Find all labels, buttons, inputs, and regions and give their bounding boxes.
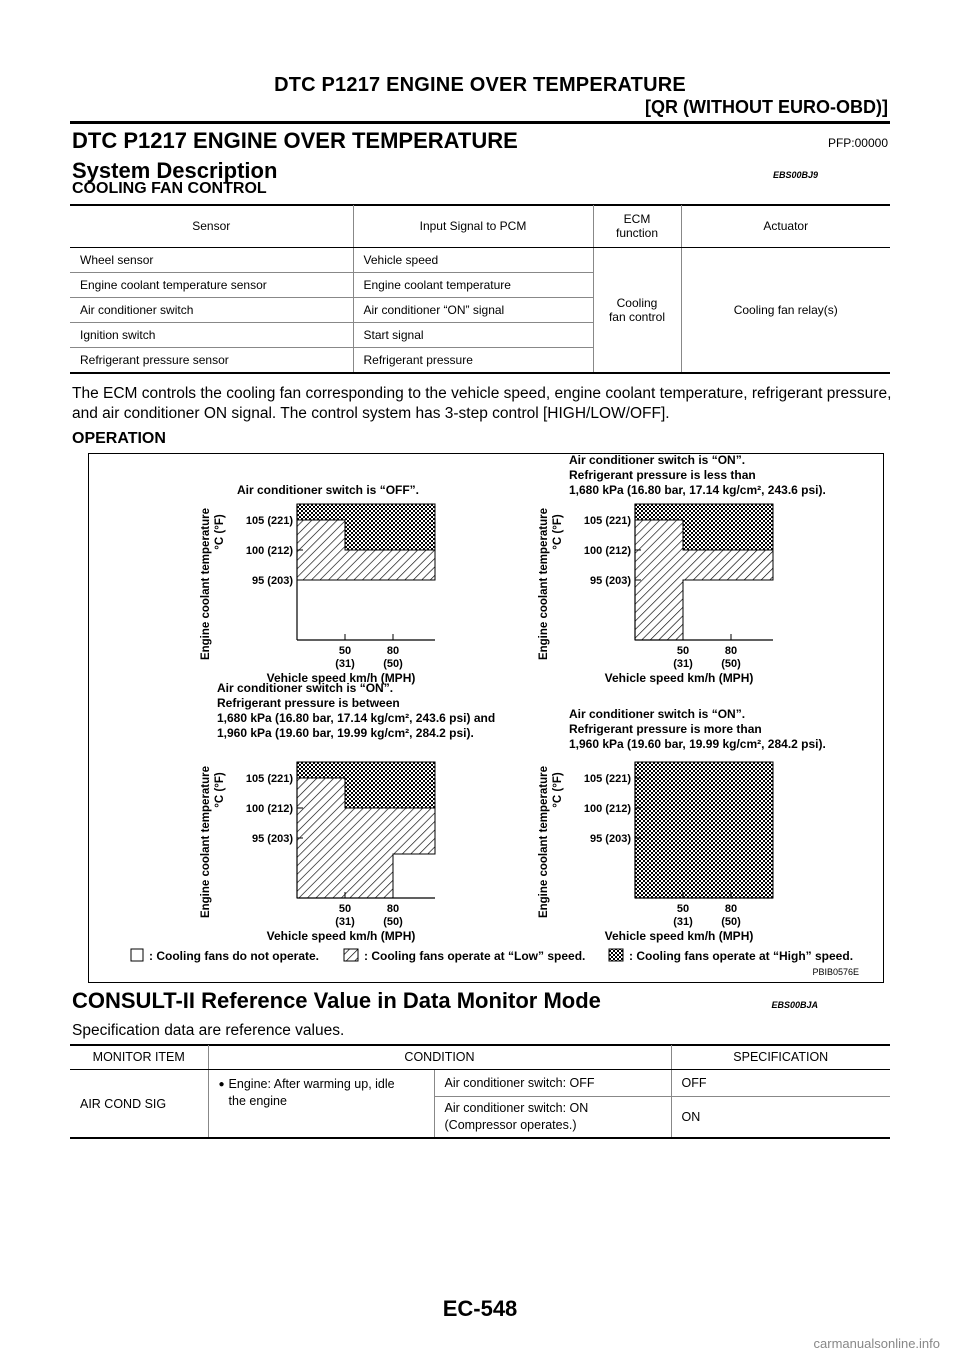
legend-text-high: : Cooling fans operate at “High” speed. [629,949,854,963]
consult-title: CONSULT-II Reference Value in Data Monitor Mode [72,988,601,1013]
section-code: PFP:00000 [827,136,888,150]
monitor-item-cell: AIR COND SIG [70,1070,208,1139]
y-axis-label: Engine coolant temperature [200,507,212,661]
panel-caption-line: Air conditioner switch is “ON”. [217,681,394,695]
y-tick-label: 95 (203) [252,833,293,845]
description-paragraph: The ECM controls the cooling fan corresponding to the vehicle speed, engine coolant temperature, refrigerant pressure, and air conditioner ON signal. The control system has 3-step control [HIGH/LOW/OFF]. [72,385,892,422]
y-tick-label: 95 (203) [252,575,293,587]
panel-caption-line: Refrigerant pressure is more than [569,722,762,736]
ecm-function-line: fan control [608,310,666,324]
actuator-cell: Cooling fan relay(s) [681,248,890,374]
page-number: EC-548 [442,1296,518,1321]
ecm-function-cell [593,248,681,374]
y-tick-label: 100 (212) [245,803,293,815]
table-header: Input Signal to PCM [353,205,593,248]
operation-diagram [89,454,883,982]
panel-caption-line: 1,960 kPa (19.60 bar, 19.99 kg/cm², 284.2 psi). [217,726,474,740]
x-tick-label: 50 [338,903,352,915]
legend-swatch-off [131,949,143,961]
table-row [70,1070,890,1097]
section-title: DTC P1217 ENGINE OVER TEMPERATURE [72,128,518,153]
panel-caption-line: 1,680 kPa (16.80 bar, 17.14 kg/cm², 243.6 psi) and [217,711,496,725]
x-axis-label: Vehicle speed km/h (MPH) [604,929,754,943]
x-tick-label: (31) [673,916,693,928]
sub-condition-cell [434,1097,671,1139]
y-tick-label: 100 (212) [583,545,631,557]
table-header: Actuator [681,205,890,248]
operation-heading: OPERATION [72,430,166,447]
page-header-subtitle: [QR (WITHOUT EURO-OBD)] [645,97,888,117]
bullet-icon: ● [218,1079,225,1090]
operation-figure [88,453,884,983]
y-tick-label: 100 (212) [583,803,631,815]
page-header-title: DTC P1217 ENGINE OVER TEMPERATURE [274,74,686,96]
consult-code: EBS00BJA [771,1000,818,1010]
signal-cell: Refrigerant pressure [353,348,593,374]
cooling-fan-control-heading: COOLING FAN CONTROL [72,180,267,197]
panel-caption-line: Air conditioner switch is “ON”. [569,707,746,721]
condition-cell [208,1070,434,1139]
figure-legend [131,949,853,963]
x-tick-label: 80 [724,903,738,915]
x-tick-label: (50) [721,658,741,670]
cooling-fan-table [70,205,890,374]
y-tick-label: 95 (203) [590,575,631,587]
sub-condition-cell: Air conditioner switch: OFF [434,1070,671,1097]
y-axis-unit: °C (°F) [214,514,226,550]
spec-cell: OFF [671,1070,890,1097]
table-header [593,205,681,248]
panel-caption-line: 1,680 kPa (16.80 bar, 17.14 kg/cm², 243.6 psi). [569,483,826,497]
legend-swatch-low [344,949,358,961]
table-header: Sensor [70,205,353,248]
x-axis-label: Vehicle speed km/h (MPH) [266,929,416,943]
table-header: CONDITION [208,1045,671,1070]
legend-text-low: : Cooling fans operate at “Low” speed. [364,949,586,963]
condition-line: (Compressor operates.) [444,1118,577,1132]
x-tick-label: 80 [386,903,400,915]
system-description-code: EBS00BJ9 [772,170,818,180]
signal-cell: Start signal [353,323,593,348]
legend-text-off: : Cooling fans do not operate. [149,949,319,963]
y-tick-label: 105 (221) [583,773,631,785]
sensor-cell: Engine coolant temperature sensor [70,273,353,298]
signal-cell: Air conditioner “ON” signal [353,298,593,323]
y-axis-unit: °C (°F) [214,772,226,808]
table-header: MONITOR ITEM [70,1045,208,1070]
signal-cell: Vehicle speed [353,248,593,273]
x-tick-label: (31) [335,658,355,670]
y-tick-label: 100 (212) [245,545,293,557]
consult-heading [72,988,890,1014]
system-description-title: System Description [72,158,278,183]
condition-line: the engine [228,1094,287,1108]
x-tick-label: (31) [335,916,355,928]
y-axis-unit: °C (°F) [552,514,564,550]
x-tick-label: 50 [676,903,690,915]
ecm-header-line: function [615,226,659,240]
y-axis-unit: °C (°F) [552,772,564,808]
figure-code: PBIB0576E [812,967,859,977]
table-header-row [70,205,890,248]
y-tick-label: 105 (221) [245,515,293,527]
x-axis-label: Vehicle speed km/h (MPH) [604,671,754,685]
panel-caption-line: Refrigerant pressure is between [217,696,400,710]
x-tick-label: 80 [724,645,738,657]
panel-caption-line: Refrigerant pressure is less than [569,468,756,482]
x-axis-label: Vehicle speed km/h (MPH) [266,671,416,685]
y-tick-label: 105 (221) [245,773,293,785]
panel-caption-line: Air conditioner switch is “OFF”. [237,483,420,497]
consult-note: Specification data are reference values. [72,1022,345,1039]
y-tick-label: 105 (221) [583,515,631,527]
sensor-cell: Air conditioner switch [70,298,353,323]
x-tick-label: 50 [676,645,690,657]
x-tick-label: (50) [383,916,403,928]
panel-caption-line: Air conditioner switch is “ON”. [569,454,746,467]
panel-caption-line: 1,960 kPa (19.60 bar, 19.99 kg/cm², 284.2 psi). [569,737,826,751]
sensor-cell: Refrigerant pressure sensor [70,348,353,374]
fan-region [635,762,773,898]
y-axis-label: Engine coolant temperature [538,507,550,661]
consult-table [70,1045,890,1139]
y-axis-label: Engine coolant temperature [538,765,550,919]
condition-line: Engine: After warming up, idle [228,1077,395,1091]
signal-cell: Engine coolant temperature [353,273,593,298]
ecm-function-line: Cooling [616,296,658,310]
table-row [70,248,890,273]
spec-cell: ON [671,1097,890,1139]
sensor-cell: Ignition switch [70,323,353,348]
sensor-cell: Wheel sensor [70,248,353,273]
x-tick-label: 50 [338,645,352,657]
condition-line: Air conditioner switch: ON [444,1101,589,1115]
x-tick-label: (31) [673,658,693,670]
y-tick-label: 95 (203) [590,833,631,845]
ecm-header-line: ECM [623,212,651,226]
table-header: SPECIFICATION [671,1045,890,1070]
watermark: carmanualsonline.info [813,1336,940,1351]
header-rule [70,121,890,124]
legend-swatch-high [609,949,623,961]
x-tick-label: (50) [721,916,741,928]
x-tick-label: (50) [383,658,403,670]
condition-text [229,1076,395,1110]
x-tick-label: 80 [386,645,400,657]
table-header-row [70,1045,890,1070]
y-axis-label: Engine coolant temperature [200,765,212,919]
